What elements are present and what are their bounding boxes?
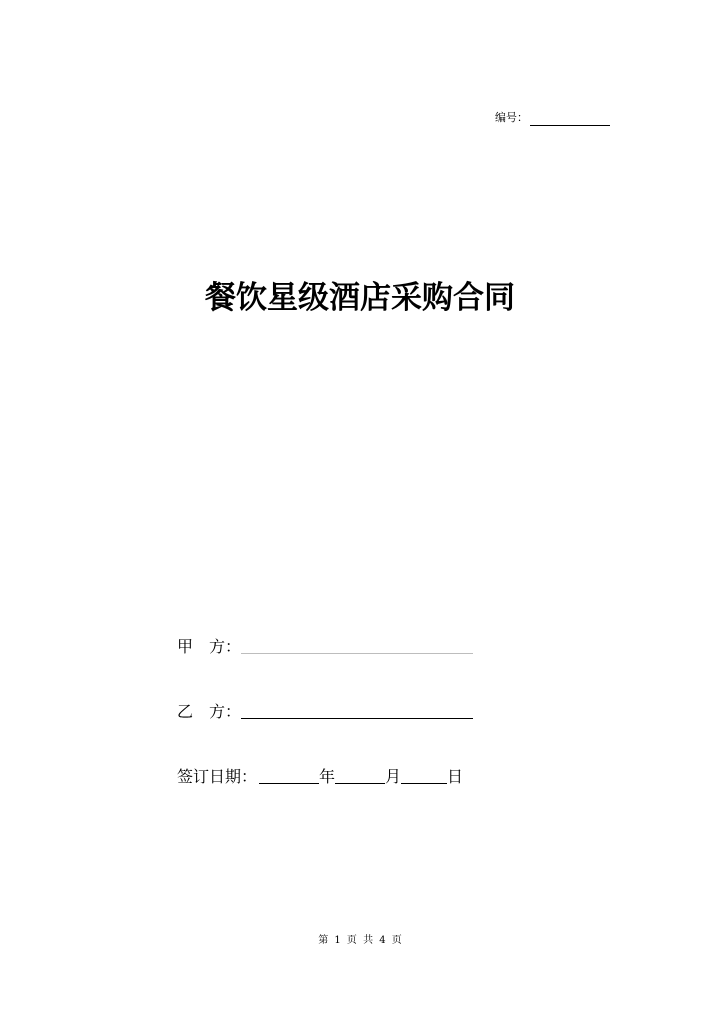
sign-year-blank (259, 769, 319, 784)
party-b-row (177, 701, 473, 723)
party-a-row (177, 636, 473, 658)
contract-number (495, 110, 610, 126)
page-number: 第 1 页 共 4 页 (318, 935, 402, 946)
sign-day-blank (401, 769, 447, 784)
document-title: 餐饮星级酒店采购合同 (205, 280, 515, 316)
contract-number-label: 编号： (495, 111, 528, 124)
party-a-label: 甲 方： (177, 637, 242, 656)
party-b-blank (241, 704, 473, 719)
party-b-label: 乙 方： (177, 702, 242, 721)
sign-year-label: 年 (319, 767, 336, 786)
sign-date-label: 签订日期： (177, 767, 258, 786)
sign-month-label: 月 (385, 767, 402, 786)
party-a-blank (241, 639, 473, 654)
contract-number-blank (530, 112, 610, 126)
sign-month-blank (335, 769, 385, 784)
sign-day-label: 日 (447, 767, 464, 786)
sign-date-row (177, 766, 463, 788)
